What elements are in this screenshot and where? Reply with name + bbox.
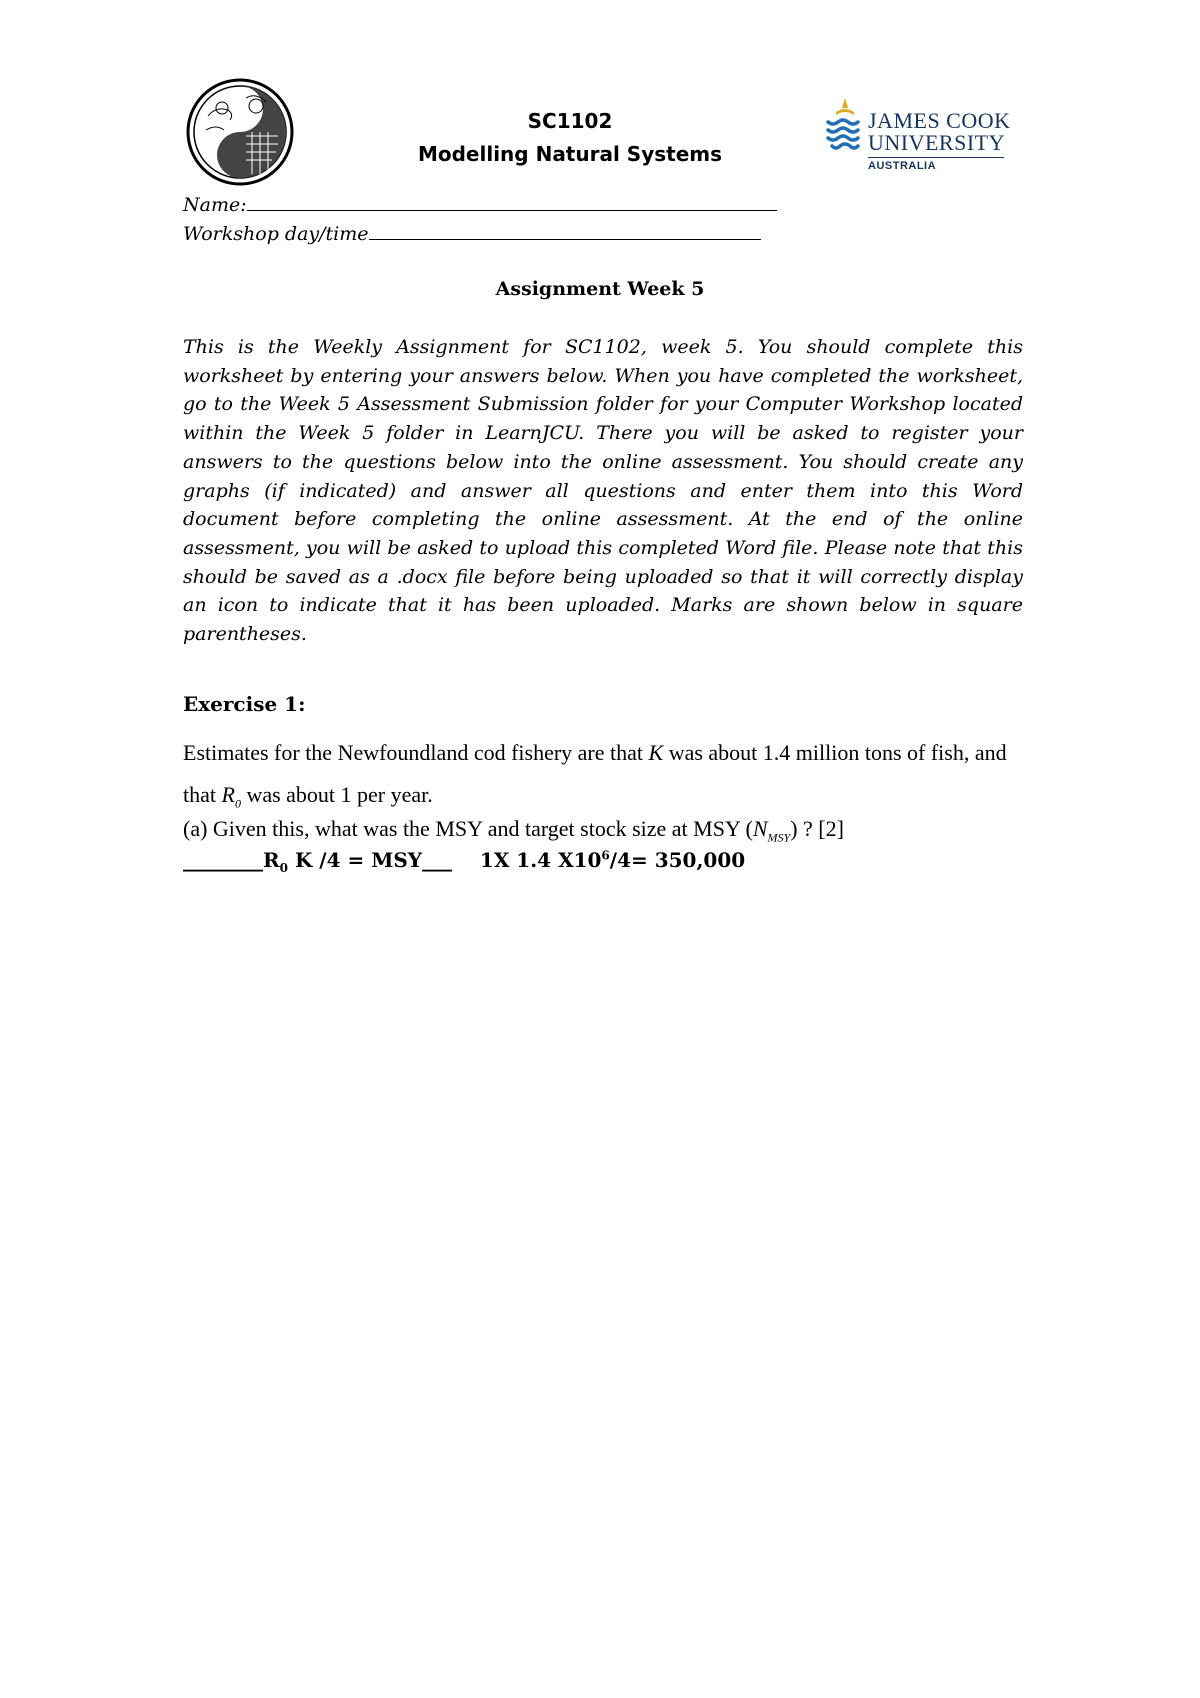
p1-r-sub: 0 [234,796,241,811]
workshop-blank[interactable] [369,221,761,240]
name-blank[interactable] [247,192,777,211]
ans-end: /4= 350,000 [609,848,746,872]
ans-sup: 6 [601,848,610,863]
exercise-title: Exercise 1: [183,692,306,716]
jcu-line1: JAMES COOK [868,108,1011,133]
name-field[interactable] [183,192,777,216]
answer-line[interactable] [183,848,745,875]
intro-paragraph: This is the Weekly Assignment for SC1102, week 5. You should complete this worksheet by entering your answers below. When you have completed the worksheet, go to the Week 5 Assessment Submission folder for your Computer Workshop located within the Week 5 folder in LearnJCU. There you will be asked to register your answers to the questions below into the online assessment. You should create any graphs (if indicated) and answer all questions and enter them into this Word document before completing the online assessment. At the end of the online assessment, you will be asked to upload this completed Word file. Please note that this should be saved as a .docx file before being uploaded so that it will correctly display an icon to indicate that it has been uploaded. Marks are shown below in square parentheses. [183,336,1023,646]
p1-text-c: was about 1 per year. [240,782,433,807]
qa-n-sub: MSY [767,830,791,845]
p1-k: K [648,740,664,765]
p1-text-a: Estimates for the Newfoundland cod fishery are that [183,740,649,765]
jcu-rule [868,157,1004,158]
jcu-wordmark [868,110,1011,172]
name-label: Name: [183,194,247,216]
school-seal-logo [186,78,294,186]
qa-n: N [752,816,768,841]
qa-text-b: ) ? [2] [790,816,844,841]
p1-r: R [221,782,235,807]
assignment-heading: Assignment Week 5 [495,278,705,300]
qa-text-a: (a) Given this, what was the MSY and target stock size at MSY ( [183,816,753,841]
ans-mid: K /4 = MSY___ 1X 1.4 X10 [287,848,602,872]
course-header [400,105,740,171]
ans-lead: ________R [183,848,280,872]
exercise-paragraph [183,732,1043,824]
question-a [183,816,1043,845]
jcu-line2: UNIVERSITY [868,130,1005,155]
course-code: SC1102 [527,109,613,133]
p1-text-b: was about 1.4 million tons of fish, and that [183,740,1007,807]
course-title: Modelling Natural Systems [417,142,723,166]
jcu-line3: AUSTRALIA [868,160,937,172]
ans-sub: 0 [279,861,288,875]
workshop-label: Workshop day/time [183,223,369,245]
workshop-field[interactable] [183,221,761,245]
